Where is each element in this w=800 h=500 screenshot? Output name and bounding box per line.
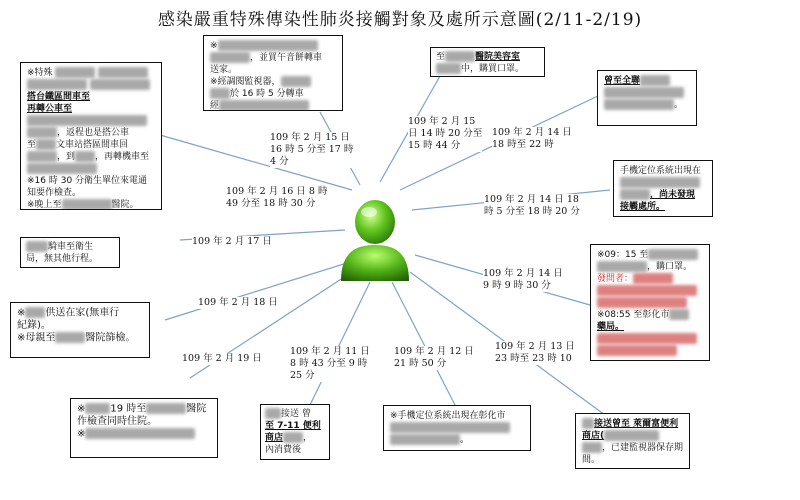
edge-label: 109 年 2 月 15 日 16 時 5 分至 17 時 4 分 <box>270 132 354 167</box>
info-box-bottom-mid: 接送 曾 至 7-11 便利 商店 ， 內消費後 <box>260 404 330 460</box>
edge-label: 109 年 2 月 12 日 21 時 50 分 <box>394 346 474 369</box>
edge-label: 109 年 2 月 18 日 <box>198 297 278 308</box>
info-box-right-mid: 手機定位系統出現在 ，尚未發現 接觸處所。 <box>613 160 713 217</box>
info-box-top-center: 至 醫院美容室 中，購買口罩。 <box>430 47 545 77</box>
edge-label: 109 年 2 月 15 日 14 時 20 分至 15 時 44 分 <box>408 116 483 151</box>
edge-label: 109 年 2 月 14 日 9 時 9 時 30 分 <box>483 268 563 291</box>
info-box-bottom-left: ※ 19 時至 醫院 作檢查同時住院。 ※ <box>70 398 218 458</box>
connector-line <box>392 282 455 405</box>
edge-label: 109 年 2 月 14 日 18 時 5 分至 18 時 20 分 <box>484 194 580 217</box>
page-title: 感染嚴重特殊傳染性肺炎接觸對象及處所示意圖(2/11-2/19) <box>157 10 643 30</box>
info-box-left-mid: 騎車至衛生 局，無其他行程。 <box>20 237 120 268</box>
edge-label: 109 年 2 月 11 日 8 時 43 分至 9 時 25 分 <box>290 346 370 381</box>
info-box-bottom-center: ※手機定位系統出現在彰化市 。 <box>383 405 531 451</box>
edge-label: 109 年 2 月 13 日 23 時至 23 時 10 <box>495 341 575 364</box>
connector-line <box>310 282 370 405</box>
info-box-top-left: ※特殊 搭台鐵區間車至 再轉公車至 ，返程也是搭公車 至 文車站搭區間車回 ，到 ，再轉機車至 ※16 時 30 分衛生單位來電通 知要作檢查。 ※晚上至 醫院。 <box>20 62 162 210</box>
info-box-top-mid: ※ ，並買午音餅轉車 送家。 ※經調閱監視器， 於 16 時 5 分轉車 經 <box>203 35 343 111</box>
info-box-bottom-right: 接送曾至 萊爾富便利 商店( ，已建監視器保存期 間。 <box>575 413 690 469</box>
edge-label: 109 年 2 月 14 日 18 時至 22 時 <box>492 127 572 150</box>
edge-label: 109 年 2 月 17 日 <box>192 236 272 247</box>
info-box-right-big: ※09：15 至 ，購口罩。 發問者： ※08:55 至彰化市 藥局。 <box>590 244 710 361</box>
info-box-top-right: 曾至全聯 。 <box>597 70 697 126</box>
person-icon <box>335 195 415 285</box>
info-box-left-low: ※ 供送在家(無車行 紀錄)。 ※母親至 醫院篩檢。 <box>10 302 150 358</box>
edge-label: 109 年 2 月 19 日 <box>182 353 262 364</box>
edge-label: 109 年 2 月 16 日 8 時 49 分至 18 時 30 分 <box>226 186 328 209</box>
